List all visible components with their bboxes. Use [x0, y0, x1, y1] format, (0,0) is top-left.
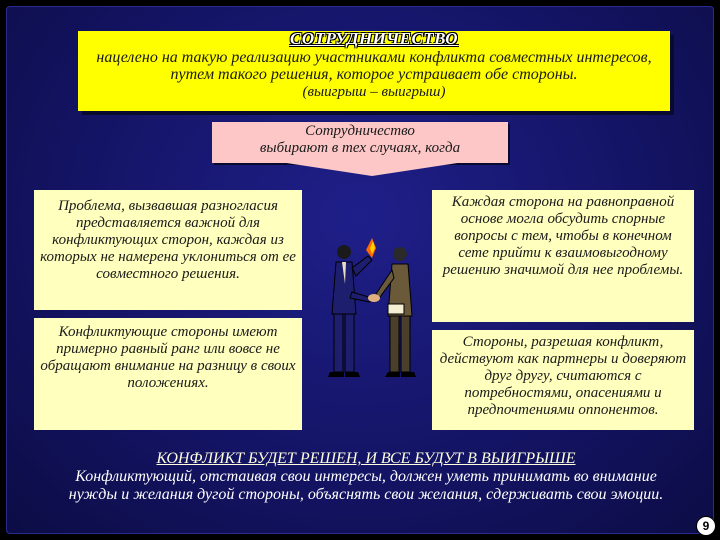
banner-line-1: Сотрудничество [305, 123, 415, 139]
banner-line-2: выбирают в тех случаях, когда [259, 140, 461, 156]
slide [6, 6, 714, 534]
conditions-banner [212, 122, 508, 163]
case-box-left-1: Проблема, вызвавшая разногласия представляется важной для конфликтующих сторон, каждая из которых не намерена уклониться от ее совместного решения. [34, 190, 302, 310]
conclusion [66, 450, 666, 504]
slide-title: СОТРУДНИЧЕСТВО [290, 29, 458, 48]
handshake-figures-icon [322, 234, 422, 384]
case-box-right-1: Каждая сторона на равноправной основе могла обсудить спорные вопросы с тем, чтобы в конечном сете прийти к взаимовыгодному решению значимой для нее проблемы. [432, 190, 694, 322]
conclusion-text: Конфликтующий, отстаивая свои интересы, должен уметь принимать во внимание нужды и желания дугой стороны, объяснять свои желания, сдерживать свои эмоции. [68, 468, 664, 503]
definition-note: (выигрыш – выигрыш) [302, 84, 446, 100]
case-box-left-2: Конфликтующие стороны имеют примерно равный ранг или вовсе не обращают внимание на разницу в своих положениях. [34, 318, 302, 430]
page-number-badge: 9 [696, 516, 716, 536]
conclusion-heading: КОНФЛИКТ БУДЕТ РЕШЕН, И ВСЕ БУДУТ В ВЫИГРЫШЕ [156, 450, 576, 467]
banner-arrow-icon [280, 162, 464, 176]
definition-text: нацелено на такую реализацию участниками конфликта совместных интересов, путем такого решения, которое устраивает обе стороны. [96, 49, 652, 83]
case-box-right-2: Стороны, разрешая конфликт, действуют как партнеры и доверяют друг другу, считаются с потребностями, опасениями и предпочтениями оппонентов. [432, 330, 694, 430]
definition-box [78, 31, 670, 111]
